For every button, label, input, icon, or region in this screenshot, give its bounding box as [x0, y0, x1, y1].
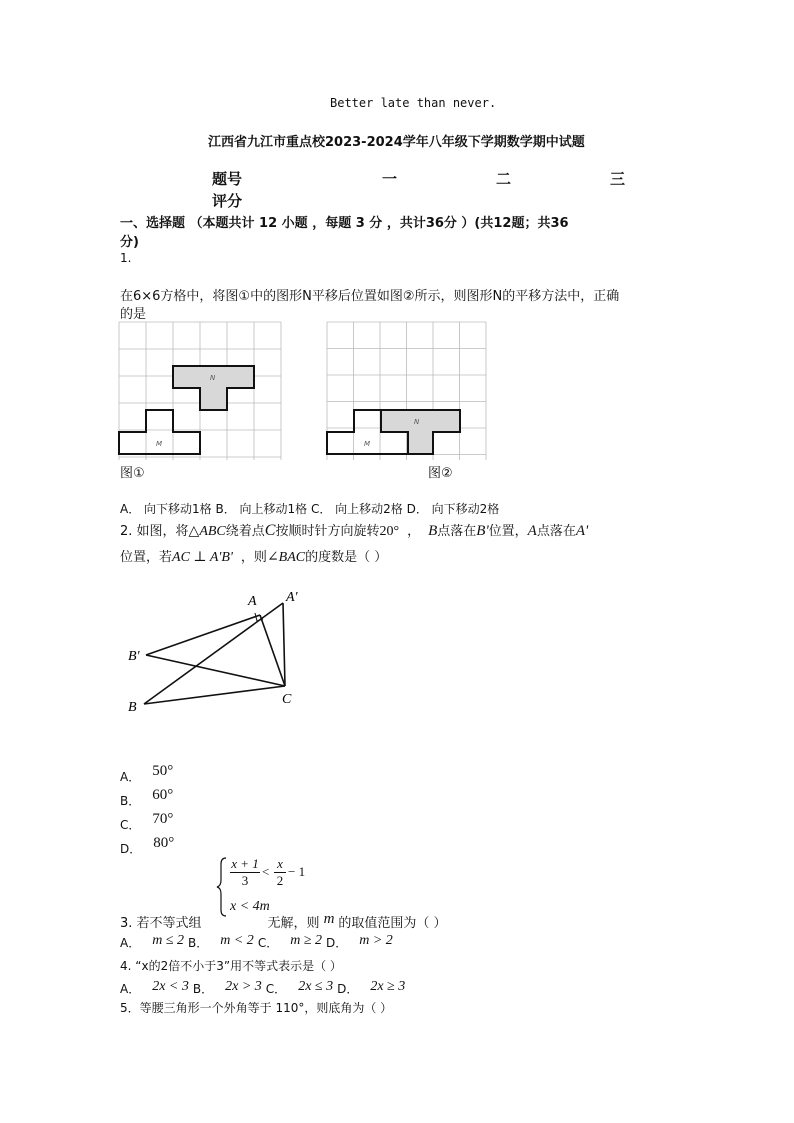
q1-fig1-label-m: M	[156, 440, 163, 448]
q4-options: A． 2x < 3 B． 2x > 3 C． 2x ≤ 3 D． 2x ≥ 3	[120, 979, 406, 996]
q3-text-c: 的取值范围为（ ）	[338, 916, 447, 931]
q3-frac1-num: x + 1	[231, 856, 259, 871]
score-table-col-2: 二	[496, 170, 512, 188]
q2-perpendicular: AC ⊥ A'B'	[172, 550, 233, 565]
q3-text-a: 3. 若不等式组	[120, 916, 202, 931]
q2-point-b: B	[428, 523, 438, 539]
q3-frac2-num: x	[274, 856, 286, 873]
page-motto: Better late than never.	[330, 96, 497, 110]
q2-triangle-abc: △ABC	[188, 524, 226, 539]
q1-text-line2: 的是	[120, 307, 147, 322]
q2-option-b: B． 60°	[120, 787, 174, 808]
q3-option-d-value: m > 2	[359, 933, 393, 948]
q4-text: 4. “x的2倍不小于3”用不等式表示是（ ）	[120, 959, 342, 973]
q2-fig-label-c: C	[282, 692, 292, 707]
q3-frac1-den: 3	[241, 873, 249, 888]
q3-option-a-value: m ≤ 2	[152, 933, 185, 948]
section-heading: 一、选择题 （本题共计 12 小题 ，每题 3 分 ，共计36分 ）(共12题；共36	[120, 216, 569, 231]
q1-options: A． 向下移动1格 B． 向上移动1格 C． 向上移动2格 D． 向下移动2格	[120, 502, 500, 516]
q2-point-b-prime: B'	[476, 523, 489, 539]
q3-options: A． m ≤ 2 B． m < 2 C． m ≥ 2 D． m > 2	[120, 933, 393, 950]
q3-line2: x < 4m	[230, 899, 270, 914]
q1-fig1-caption: 图①	[120, 466, 145, 481]
q3-frac1	[230, 856, 260, 889]
q2-option-c: C． 70°	[120, 811, 174, 832]
q2-comma: ，	[407, 524, 421, 539]
q3-minus-one: − 1	[288, 864, 306, 879]
q2-text-rotate: 按顺时针方向旋转	[275, 524, 380, 539]
q1-fig2-caption: 图②	[428, 466, 453, 481]
q3-frac2-den: 2	[276, 873, 284, 888]
q2-option-d: D． 80°	[120, 835, 175, 856]
q4-option-c-value: 2x ≤ 3	[298, 979, 334, 994]
q2-point-c: C	[264, 522, 276, 539]
q2-fig-label-a-prime: A′	[286, 590, 298, 605]
q2-point-a-prime: A'	[575, 523, 589, 539]
q1-number: 1.	[120, 251, 132, 265]
q2-fig-label-b-prime: B′	[128, 649, 140, 664]
q3-inequality-system	[216, 856, 306, 916]
q2-option-c-value: 70°	[152, 811, 174, 827]
q1-figure-1-grid	[118, 320, 283, 460]
q2-angle-bac: ∠BAC	[266, 550, 306, 565]
q2-text-prefix: 2. 如图，将	[120, 524, 189, 539]
q3-brace	[216, 856, 228, 918]
q1-fig2-label-m: M	[364, 440, 371, 448]
q2-text-degree: 的度数是（ ）	[305, 550, 388, 565]
q2-option-a-value: 50°	[152, 763, 174, 779]
q2-text-position: 位置，	[488, 524, 528, 539]
q3-var-m: m	[323, 911, 335, 927]
q2-option-b-value: 60°	[152, 787, 174, 803]
section-heading-cont: 分)	[120, 235, 139, 250]
q4-option-b-value: 2x > 3	[225, 979, 262, 994]
score-table-header-label: 题号	[212, 170, 243, 188]
score-table-score-label: 评分	[212, 192, 243, 210]
q3-text	[120, 912, 447, 932]
q3-frac2	[274, 856, 286, 889]
q3-option-b-value: m < 2	[220, 933, 254, 948]
q1-fig2-label-n: N	[414, 418, 420, 426]
q2-option-d-value: 80°	[153, 835, 175, 851]
q2-point-a: A	[527, 523, 537, 539]
q2-line2	[120, 546, 387, 566]
q2-text-around: 绕着点	[225, 524, 265, 539]
q4-option-d-value: 2x ≥ 3	[370, 979, 406, 994]
q5-text: 5．等腰三角形一个外角等于 110°，则底角为（ ）	[120, 1001, 393, 1015]
q1-fig1-label-n: N	[210, 374, 216, 382]
q2-text-falls: 点落在	[437, 524, 477, 539]
q4-option-a-value: 2x < 3	[152, 979, 189, 994]
q2-fig-label-b: B	[128, 700, 137, 715]
q1-text-line1: 在6×6方格中，将图①中的图形N平移后位置如图②所示，则图形N的平移方法中，正确	[120, 289, 620, 304]
q3-text-b: 无解，则	[267, 916, 320, 931]
q3-less-than: <	[262, 864, 270, 879]
q2-angle-20: 20°	[379, 524, 400, 539]
q2-text-position-if: 位置，若	[120, 550, 173, 565]
page-title: 江西省九江市重点校2023-2024学年八年级下学期数学期中试题	[208, 135, 585, 150]
q1-figure-2-grid	[326, 320, 491, 460]
score-table-col-1: 一	[382, 170, 398, 188]
q2-text-then: ，则	[240, 550, 267, 565]
q2-fig-label-a: A	[248, 594, 257, 609]
q2-text-falls-2: 点落在	[536, 524, 576, 539]
q3-option-c-value: m ≥ 2	[290, 933, 322, 948]
score-table-col-3: 三	[610, 170, 626, 188]
q2-option-a: A． 50°	[120, 763, 174, 784]
q2-triangle-figure	[120, 585, 320, 720]
q2-line1	[120, 520, 588, 540]
